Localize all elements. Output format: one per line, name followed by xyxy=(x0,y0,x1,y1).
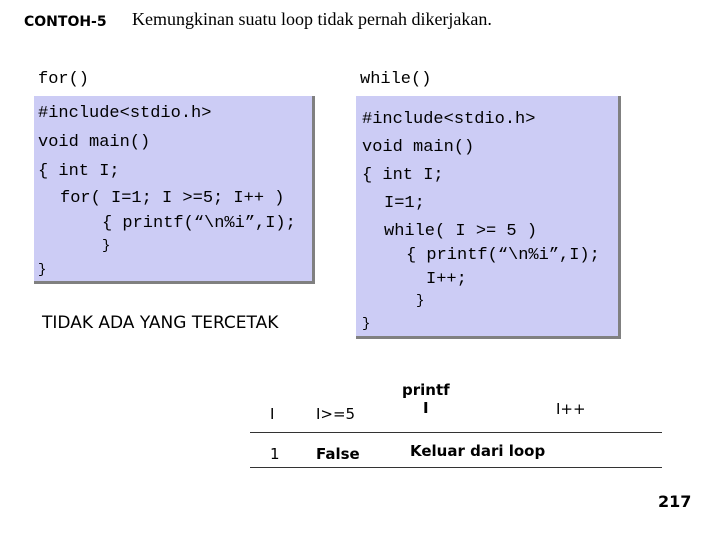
table-header-i: I xyxy=(270,405,275,423)
while-code-line: { int I; xyxy=(362,166,444,185)
table-cell-i: 1 xyxy=(270,445,280,463)
for-code-line: #include<stdio.h> xyxy=(38,104,212,123)
while-code-line: #include<stdio.h> xyxy=(362,110,536,129)
while-code-box xyxy=(356,96,621,339)
for-code-line: for( I=1; I >=5; I++ ) xyxy=(60,189,285,208)
table-cell-condition: False xyxy=(316,445,360,463)
while-code-line: { printf(“\n%i”,I); xyxy=(406,246,600,265)
table-divider xyxy=(250,467,662,468)
for-code-line: } xyxy=(102,238,111,254)
while-code-line: } xyxy=(416,293,425,309)
page-number: 217 xyxy=(658,492,692,511)
for-heading: for() xyxy=(38,70,90,89)
result-statement: TIDAK ADA YANG TERCETAK xyxy=(42,313,279,333)
example-label: CONTOH-5 xyxy=(24,14,107,30)
table-header-printf: printf I xyxy=(402,381,450,417)
table-divider xyxy=(250,432,662,433)
slide-title: Kemungkinan suatu loop tidak pernah dikerjakan. xyxy=(132,9,492,29)
while-code-line: void main() xyxy=(362,138,475,157)
table-header-condition: I>=5 xyxy=(316,405,356,423)
for-code-line: { int I; xyxy=(38,162,120,181)
while-code-line: I=1; xyxy=(384,194,425,213)
while-code-line: I++; xyxy=(426,270,467,289)
for-code-line: } xyxy=(38,262,47,278)
table-header-increment: I++ xyxy=(556,400,586,418)
table-cell-printf: Keluar dari loop xyxy=(410,442,546,460)
for-code-line: { printf(“\n%i”,I); xyxy=(102,214,296,233)
for-code-line: void main() xyxy=(38,133,151,152)
while-code-line: } xyxy=(362,316,371,332)
while-code-line: while( I >= 5 ) xyxy=(384,222,538,241)
while-heading: while() xyxy=(360,70,432,89)
